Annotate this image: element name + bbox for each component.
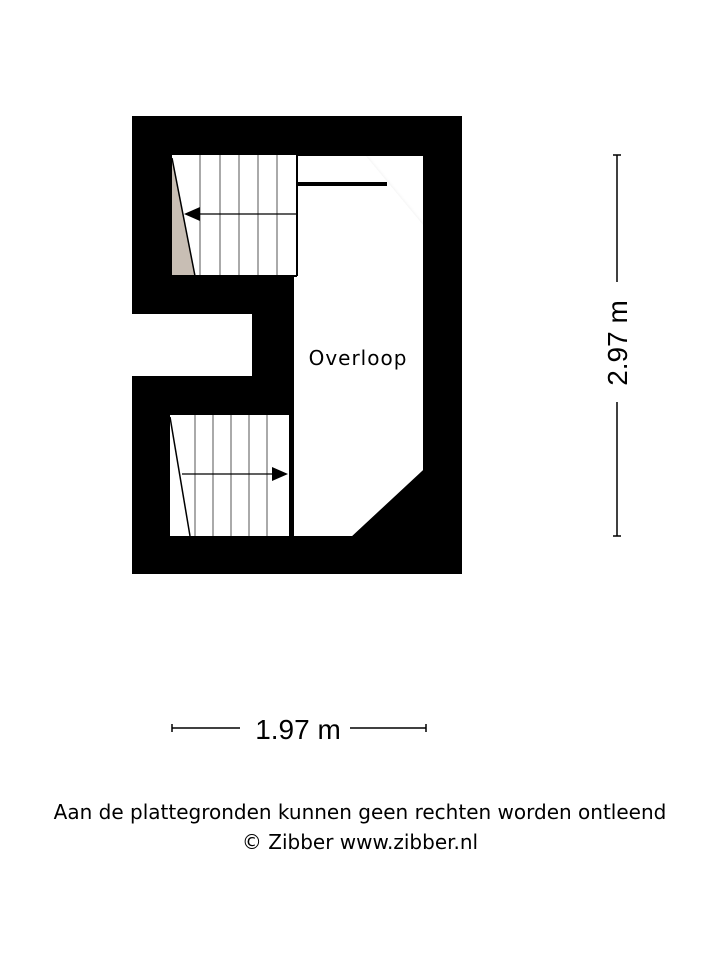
stair-bottom [170, 415, 290, 536]
dimension-width [172, 714, 426, 745]
copyright-text: © Zibber www.zibber.nl [241, 830, 479, 854]
dimension-width-label: 1.97 m [255, 714, 341, 745]
disclaimer-text: Aan de plattegronden kunnen geen rechten worden ontleend [53, 800, 667, 824]
dimension-height-label: 2.97 m [602, 300, 633, 386]
room-label: Overloop [308, 346, 408, 370]
railing [297, 182, 387, 186]
divider-wall [290, 276, 294, 536]
stair-top [172, 155, 297, 276]
dimension-height [602, 155, 633, 536]
